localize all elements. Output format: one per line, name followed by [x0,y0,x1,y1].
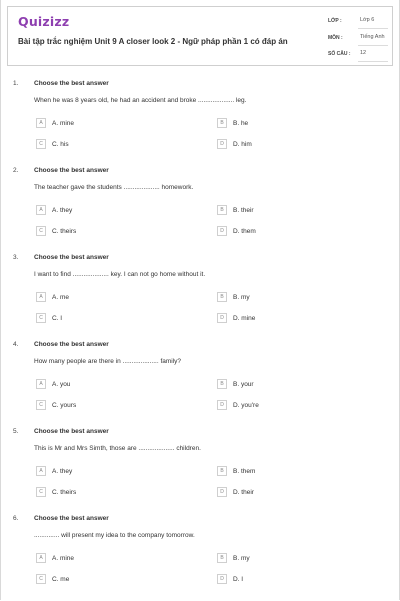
option-text: D. mine [233,315,256,322]
option-text: B. my [233,294,250,301]
option-letter-box: C [36,139,46,149]
question-instruction: Choose the best answer [34,515,109,522]
option-letter-box: D [217,574,227,584]
meta-grade [322,15,388,29]
option-letter-box: B [217,379,227,389]
question-text: How many people are there in .................... family? [34,358,182,365]
option-letter-box: D [217,226,227,236]
option-letter-box: A [36,205,46,215]
option-letter-box: D [217,313,227,323]
option-b[interactable] [217,466,337,478]
question-2 [1,167,400,253]
option-c[interactable] [36,574,156,586]
option-d[interactable] [217,400,337,412]
option-a[interactable] [36,205,156,217]
meta-grade-value: Lớp 6 [360,17,375,23]
option-letter-box: A [36,553,46,563]
option-letter-box: A [36,379,46,389]
option-letter-box: C [36,226,46,236]
meta-divider [358,28,388,29]
option-a[interactable] [36,466,156,478]
question-instruction: Choose the best answer [34,167,109,174]
option-text: C. theirs [52,489,77,496]
option-text: B. your [233,381,254,388]
option-a[interactable] [36,379,156,391]
option-b[interactable] [217,292,337,304]
option-letter-box: B [217,118,227,128]
meta-count-label: SỐ CÂU : [328,51,351,57]
quizizz-logo: Quizizz [18,14,70,29]
option-text: C. his [52,141,69,148]
question-5 [1,428,400,514]
option-c[interactable] [36,400,156,412]
question-text: When he was 8 years old, he had an accident and broke .................... leg. [34,97,247,104]
option-text: D. them [233,228,256,235]
question-number: 6. [13,515,19,522]
option-d[interactable] [217,313,337,325]
document-title: Bài tập trắc nghiệm Unit 9 A closer look 2 - Ngữ pháp phần 1 có đáp án [18,37,288,46]
meta-grade-label: LỚP : [328,18,342,24]
option-letter-box: A [36,118,46,128]
option-text: B. he [233,120,249,127]
option-text: A. mine [52,120,75,127]
meta-divider [358,61,388,62]
question-4 [1,341,400,427]
option-d[interactable] [217,574,337,586]
question-number: 5. [13,428,19,435]
option-letter-box: A [36,466,46,476]
option-a[interactable] [36,553,156,565]
option-b[interactable] [217,205,337,217]
option-b[interactable] [217,379,337,391]
option-letter-box: D [217,400,227,410]
option-letter-box: A [36,292,46,302]
meta-count [322,48,388,62]
meta-subject [322,32,388,46]
question-1 [1,80,400,166]
option-b[interactable] [217,553,337,565]
question-instruction: Choose the best answer [34,341,109,348]
meta-subject-label: MÔN : [328,35,343,41]
option-text: C. yours [52,402,77,409]
option-letter-box: C [36,400,46,410]
option-c[interactable] [36,139,156,151]
question-number: 4. [13,341,19,348]
option-text: C. I [52,315,63,322]
option-text: D. you're [233,402,259,409]
option-a[interactable] [36,118,156,130]
question-instruction: Choose the best answer [34,80,109,87]
option-letter-box: B [217,553,227,563]
question-text: The teacher gave the students .................... homework. [34,184,194,191]
quiz-header [7,6,393,66]
option-text: D. him [233,141,252,148]
option-text: C. me [52,576,70,583]
option-text: D. I [233,576,244,583]
question-text: This is Mr and Mrs Simth, those are .................... children. [34,445,201,452]
option-c[interactable] [36,313,156,325]
meta-divider [358,45,388,46]
option-a[interactable] [36,292,156,304]
question-6 [1,515,400,601]
option-text: A. they [52,468,73,475]
option-b[interactable] [217,118,337,130]
question-number: 2. [13,167,19,174]
option-d[interactable] [217,487,337,499]
option-letter-box: B [217,292,227,302]
option-c[interactable] [36,226,156,238]
question-number: 1. [13,80,19,87]
option-text: A. you [52,381,71,388]
option-letter-box: D [217,139,227,149]
option-text: A. me [52,294,69,301]
option-c[interactable] [36,487,156,499]
option-letter-box: C [36,487,46,497]
option-text: A. mine [52,555,75,562]
question-number: 3. [13,254,19,261]
option-text: D. their [233,489,254,496]
question-instruction: Choose the best answer [34,428,109,435]
option-d[interactable] [217,139,337,151]
option-letter-box: C [36,574,46,584]
question-instruction: Choose the best answer [34,254,109,261]
meta-subject-value: Tiếng Anh [360,34,385,40]
option-letter-box: B [217,205,227,215]
option-text: B. them [233,468,256,475]
option-letter-box: C [36,313,46,323]
option-d[interactable] [217,226,337,238]
option-letter-box: D [217,487,227,497]
question-text: I want to find .................... key. I can not go home without it. [34,271,206,278]
question-3 [1,254,400,340]
option-text: B. my [233,555,250,562]
meta-count-value: 12 [360,50,367,56]
option-text: A. they [52,207,73,214]
option-text: B. their [233,207,254,214]
option-letter-box: B [217,466,227,476]
question-text: .............. will present my idea to the company tomorrow. [34,532,195,539]
option-text: C. theirs [52,228,77,235]
